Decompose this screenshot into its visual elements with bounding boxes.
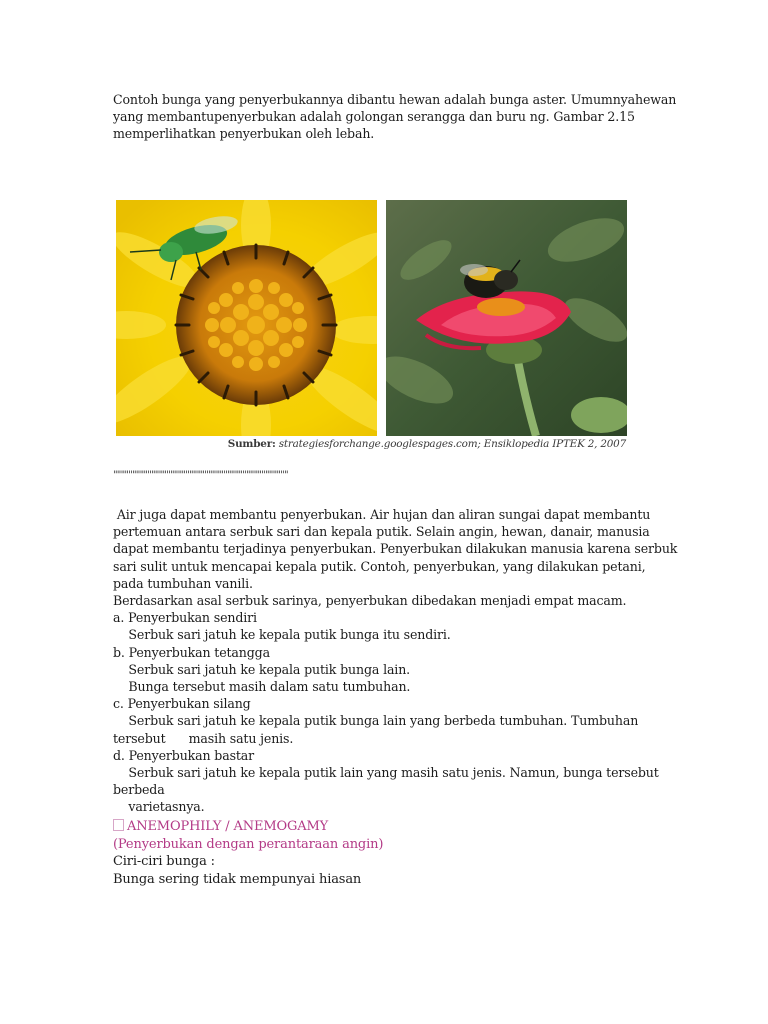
list-item-a: a. Penyerbukan sendiri xyxy=(113,610,257,626)
section-label: Ciri-ciri bunga : xyxy=(113,854,215,869)
section-heading-text: ANEMOPHILY / ANEMOGAMY xyxy=(127,819,329,834)
section-subheading: (Penyerbukan dengan perantaraan angin) xyxy=(113,836,384,852)
list-item-d-desc: varietasnya. xyxy=(113,799,205,815)
body-line: Berdasarkan asal serbuk sarinya, penyerbukan dibedakan menjadi empat macam. xyxy=(113,593,627,609)
list-item-b-desc: Serbuk sari jatuh ke kepala putik bunga lain. xyxy=(113,661,411,677)
caption-source-label: Sumber: xyxy=(227,438,276,450)
list-item-d-desc: berbeda xyxy=(113,782,165,798)
section-heading xyxy=(113,818,673,836)
body-line: pada tumbuhan vanili. xyxy=(113,575,253,591)
section-item: Bunga sering tidak mempunyai hiasan xyxy=(113,871,362,887)
figure-2-15 xyxy=(116,200,628,456)
list-item-c-desc: Serbuk sari jatuh ke kepala putik bunga lain yang berbeda tumbuhan. Tumbuhan xyxy=(113,713,639,729)
list-item-a-desc: Serbuk sari jatuh ke kepala putik bunga itu sendiri. xyxy=(113,627,451,643)
intro-line: yang membantupenyerbukan adalah golongan serangga dan buru ng. Gambar 2.15 xyxy=(113,109,635,125)
list-item-d-desc: Serbuk sari jatuh ke kepala putik lain yang masih satu jenis. Namun, bunga tersebut xyxy=(113,765,659,781)
bumblebee-on-red-flower-image xyxy=(386,200,627,436)
body-line: dapat membantu terjadinya penyerbukan. Penyerbukan dilakukan manusia karena serbuk xyxy=(113,541,678,557)
intro-line: Contoh bunga yang penyerbukannya dibantu hewan adalah bunga aster. Umumnyahewan xyxy=(113,92,677,107)
figure-caption xyxy=(116,438,626,450)
list-item-b: b. Penyerbukan tetangga xyxy=(113,644,270,660)
caption-source-text: strategiesforchange.googlespages.com; Ensiklopedia IPTEK 2, 2007 xyxy=(278,438,626,450)
bee-on-yellow-flower-image xyxy=(116,200,377,436)
list-item-b-desc: Bunga tersebut masih dalam satu tumbuhan. xyxy=(113,679,411,695)
body-line: pertemuan antara serbuk sari dan kepala putik. Selain angin, hewan, danair, manusia xyxy=(113,524,650,540)
missing-glyph-icon xyxy=(113,819,124,831)
list-item-c-desc: tersebut masih satu jenis. xyxy=(113,730,294,746)
intro-paragraph xyxy=(113,91,677,143)
intro-line: memperlihatkan penyerbukan oleh lebah. xyxy=(113,126,375,142)
body-line: sari sulit untuk mencapai kepala putik. Contoh, penyerbukan, yang dilakukan petani, xyxy=(113,558,646,574)
list-item-c: c. Penyerbukan silang xyxy=(113,696,251,712)
anemophily-section xyxy=(113,818,673,888)
body-paragraph xyxy=(113,506,678,816)
list-item-d: d. Penyerbukan bastar xyxy=(113,747,255,763)
body-line: Air juga dapat membantu penyerbukan. Air hujan dan aliran sungai dapat membantu xyxy=(113,507,651,522)
separator-marks: """""""""""""""""""""""""""""""""""""""""""""" xyxy=(113,470,288,481)
